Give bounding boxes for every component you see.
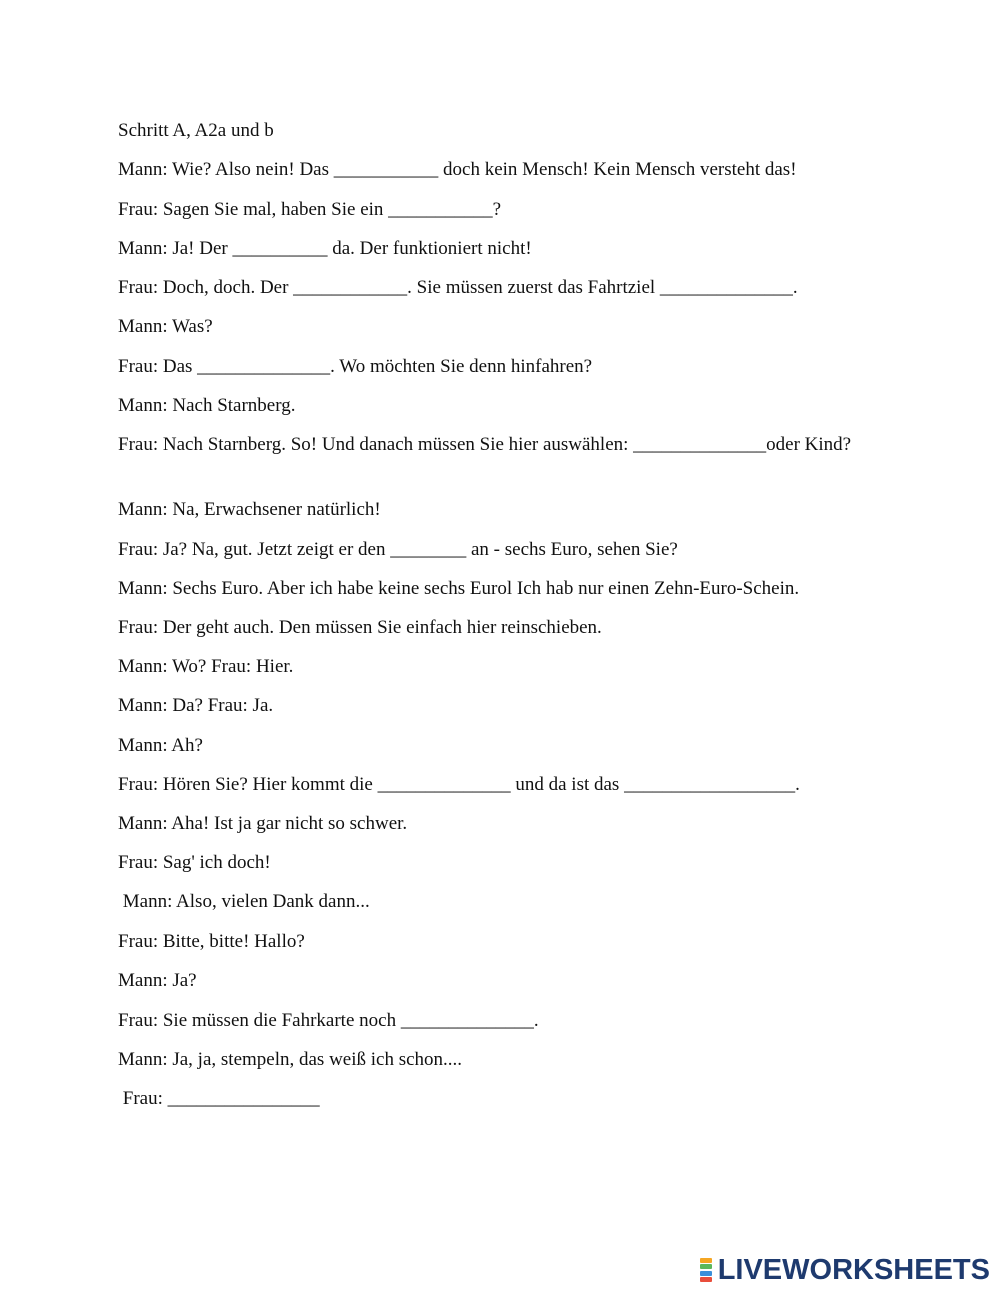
worksheet-heading: Schritt A, A2a und b (118, 120, 274, 141)
dialogue-line: Mann: Ah? (118, 735, 203, 756)
dialogue-line: Frau: Das ______________. Wo möchten Sie denn hinfahren? (118, 356, 593, 377)
dialogue-line: Mann: Also, vielen Dank dann... (118, 891, 370, 912)
dialogue-line: Mann: Sechs Euro. Aber ich habe keine sechs Eurol Ich hab nur einen Zehn-Euro-Schein. (118, 578, 800, 599)
dialogue-line: Mann: Was? (118, 316, 213, 337)
dialogue-line: Frau: Bitte, bitte! Hallo? (118, 931, 305, 952)
dialogue-line: Mann: Wie? Also nein! Das ___________ doch kein Mensch! Kein Mensch versteht das! (118, 159, 797, 180)
dialogue-line: Frau: Nach Starnberg. So! Und danach müssen Sie hier auswählen: ______________oder Kind? (118, 434, 852, 455)
dialogue-line: Frau: ________________ (118, 1088, 320, 1109)
dialogue-line: Frau: Doch, doch. Der ____________. Sie müssen zuerst das Fahrtziel ______________. (118, 277, 798, 298)
dialogue-line: Mann: Wo? Frau: Hier. (118, 656, 294, 677)
dialogue-line: Frau: Der geht auch. Den müssen Sie einfach hier reinschieben. (118, 617, 602, 638)
dialogue-line: Frau: Hören Sie? Hier kommt die ______________ und da ist das __________________. (118, 774, 800, 795)
dialogue-line: Mann: Aha! Ist ja gar nicht so schwer. (118, 813, 408, 834)
dialogue-line: Frau: Sagen Sie mal, haben Sie ein ___________? (118, 199, 502, 220)
dialogue-line: Mann: Ja! Der __________ da. Der funktioniert nicht! (118, 238, 532, 259)
dialogue-line: Mann: Da? Frau: Ja. (118, 695, 274, 716)
dialogue-line: Frau: Sag' ich doch! (118, 852, 271, 873)
dialogue-line: Mann: Nach Starnberg. (118, 395, 296, 416)
liveworksheets-brand[interactable] (700, 1256, 990, 1284)
dialogue-line: Frau: Ja? Na, gut. Jetzt zeigt er den ________ an - sechs Euro, sehen Sie? (118, 539, 678, 560)
liveworksheets-logo-icon (700, 1258, 712, 1282)
dialogue-line: Mann: Ja? (118, 970, 197, 991)
dialogue-line: Mann: Na, Erwachsener natürlich! (118, 499, 381, 520)
brand-name: LIVEWORKSHEETS (717, 1254, 990, 1286)
dialogue-line: Mann: Ja, ja, stempeln, das weiß ich schon.... (118, 1049, 463, 1070)
dialogue-line: Frau: Sie müssen die Fahrkarte noch ______________. (118, 1010, 539, 1031)
